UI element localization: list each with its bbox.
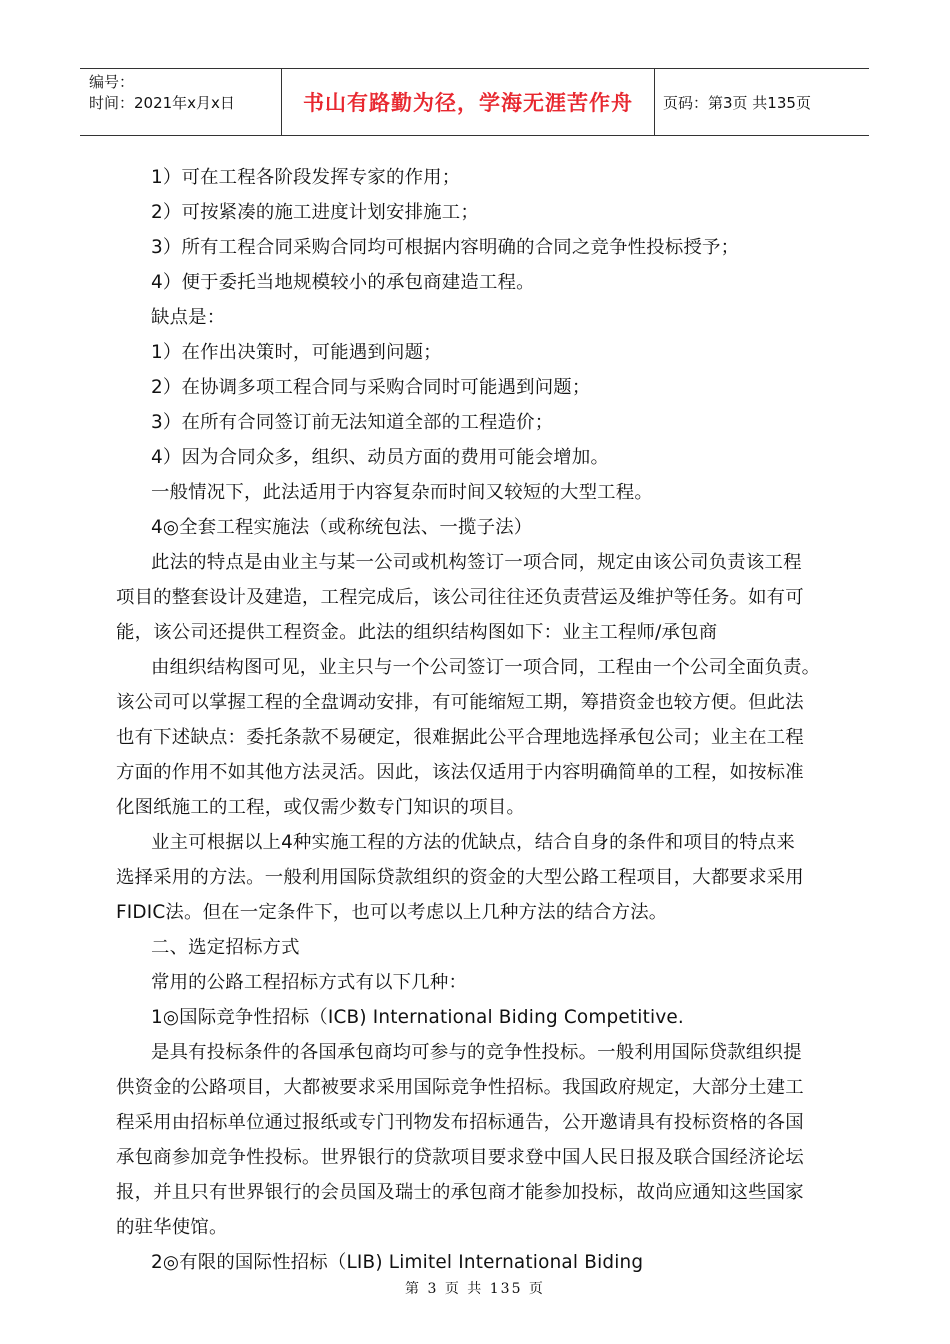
body-line: 1）在作出决策时，可能遇到问题； xyxy=(151,342,442,363)
body-line: 化图纸施工的工程，或仅需少数专门知识的项目。 xyxy=(116,797,525,818)
document-code-label: 编号： xyxy=(89,73,135,91)
body-line: 缺点是： xyxy=(151,307,226,328)
body-line: 该公司可以掌握工程的全盘调动安排，有可能缩短工期，筹措资金也较方便。但此法 xyxy=(116,692,804,713)
body-line: 承包商参加竞争性投标。世界银行的贷款项目要求登中国人民日报及联合国经济论坛 xyxy=(116,1147,804,1168)
body-line: 的驻华使馆。 xyxy=(116,1217,228,1238)
body-line: 2）可按紧凑的施工进度计划安排施工； xyxy=(151,202,479,223)
body-line: 3）所有工程合同采购合同均可根据内容明确的合同之竞争性投标授予； xyxy=(151,237,740,258)
body-line: 供资金的公路项目，大都被要求采用国际竞争性招标。我国政府规定，大部分土建工 xyxy=(116,1077,804,1098)
page-header xyxy=(80,68,869,136)
page-footer: 第 3 页 共 135 页 xyxy=(405,1281,545,1297)
body-line: 2◎有限的国际性招标（LIB) Limitel International Biding xyxy=(151,1252,644,1273)
body-line: FIDIC法。但在一定条件下，也可以考虑以上几种方法的结合方法。 xyxy=(116,902,668,923)
body-line: 2）在协调多项工程合同与采购合同时可能遇到问题； xyxy=(151,377,591,398)
body-line: 二、选定招标方式 xyxy=(151,937,300,958)
body-line: 3）在所有合同签订前无法知道全部的工程造价； xyxy=(151,412,554,433)
body-line: 一般情况下，此法适用于内容复杂而时间又较短的大型工程。 xyxy=(151,482,653,503)
body-line: 项目的整套设计及建造，工程完成后，该公司往往还负责营运及维护等任务。如有可 xyxy=(116,587,804,608)
document-date-label: 时间：2021年x月x日 xyxy=(89,94,235,112)
body-line: 此法的特点是由业主与某一公司或机构签订一项合同，规定由该公司负责该工程 xyxy=(151,552,802,573)
document-body xyxy=(116,160,834,1280)
body-line: 方面的作用不如其他方法灵活。因此，该法仅适用于内容明确简单的工程，如按标准 xyxy=(116,762,804,783)
body-line: 1）可在工程各阶段发挥专家的作用； xyxy=(151,167,461,188)
body-line: 业主可根据以上4种实施工程的方法的优缺点，结合自身的条件和项目的特点来 xyxy=(151,832,795,853)
header-meta-cell xyxy=(80,69,282,135)
header-page-info: 页码：第3页 共135页 xyxy=(663,93,811,112)
body-line: 是具有投标条件的各国承包商均可参与的竞争性投标。一般利用国际贷款组织提 xyxy=(151,1042,802,1063)
body-line: 也有下述缺点：委托条款不易硬定，很难据此公平合理地选择承包公司；业主在工程 xyxy=(116,727,804,748)
body-line: 程采用由招标单位通过报纸或专门刊物发布招标通告，公开邀请具有投标资格的各国 xyxy=(116,1112,804,1133)
body-line: 选择采用的方法。一般利用国际贷款组织的资金的大型公路工程项目，大都要求采用 xyxy=(116,867,804,888)
body-line: 4）因为合同众多，组织、动员方面的费用可能会增加。 xyxy=(151,447,610,468)
body-line: 能，该公司还提供工程资金。此法的组织结构图如下：业主工程师/承包商 xyxy=(116,622,718,643)
body-line: 由组织结构图可见，业主只与一个公司签订一项合同，工程由一个公司全面负责。 xyxy=(151,657,821,678)
header-motto: 书山有路勤为径，学海无涯苦作舟 xyxy=(282,69,655,135)
body-line: 4）便于委托当地规模较小的承包商建造工程。 xyxy=(151,272,535,293)
body-line: 常用的公路工程招标方式有以下几种： xyxy=(151,972,468,993)
body-line: 4◎全套工程实施法（或称统包法、一揽子法） xyxy=(151,517,533,538)
body-line: 1◎国际竞争性招标（ICB) International Biding Competitive. xyxy=(151,1007,684,1028)
body-line: 报，并且只有世界银行的会员国及瑞士的承包商才能参加投标，故尚应通知这些国家 xyxy=(116,1182,804,1203)
